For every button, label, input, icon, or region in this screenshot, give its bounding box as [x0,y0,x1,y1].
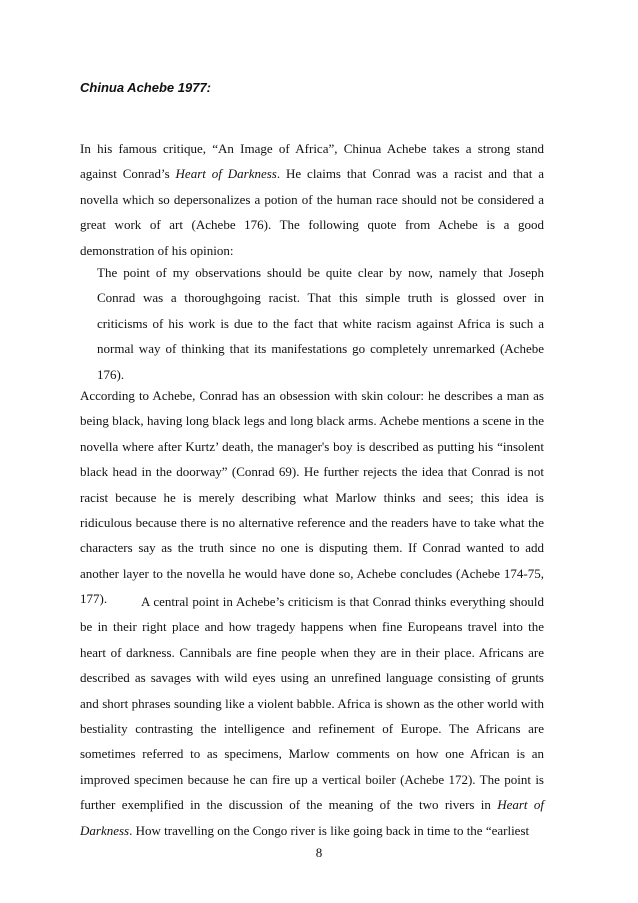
book-title: Heart of Darkness [175,166,277,182]
book-title: Heart of Darkness [80,797,544,838]
section-heading: Chinua Achebe 1977: [80,80,212,95]
paragraph-intro-text-1: In his famous critique, “An Image of Africa”, Chinua Achebe takes a strong stand against Conrad’s [80,141,544,182]
paragraph-intro [80,136,544,263]
paragraph-central-point [80,589,544,843]
paragraph-skin-colour: According to Achebe, Conrad has an obsession with skin colour: he describes a man as being black, having long black legs and long black arms. Achebe mentions a scene in the novella where after Kurtz’ death, the manager's boy is described as putting his “insolent black head in the doorway” (Conrad 69). He further rejects the idea that Conrad is not racist because he is merely describing what Marlow thinks and sees; this idea is ridiculous because there is no alternative reference and the readers have to take what the characters say as the truth since no one is disputing them. If Conrad wanted to add another layer to the novella he would have done so, Achebe concludes (Achebe 174-75, 177). [80,388,544,607]
block-quote: The point of my observations should be quite clear by now, namely that Joseph Conrad was a thoroughgoing racist. That this simple truth is glossed over in criticisms of his work is due to the fact that white racism against Africa is such a normal way of thinking that its manifestations go completely unremarked (Achebe 176). [97,265,544,382]
page-number: 8 [315,845,323,860]
paragraph-central-point-text-1: A central point in Achebe’s criticism is that Conrad thinks everything should be in their right place and how tragedy happens when fine Europeans travel into the heart of darkness. Cannibals are fine people when they are in their place. Africans are described as savages with wild eyes using an unrefined language consisting of grunts and short phrases sounding like a violent babble. Africa is shown as the other world with bestiality contrasting the intelligence and refinement of Europe. The Africans are sometimes referred to as specimens, Marlow comments on how one African is an improved specimen because he can fire up a vertical boiler (Achebe 172). The point is further exemplified in the discussion of the meaning of the two rivers in [80,594,544,813]
paragraph-intro-text-2: . He claims that Conrad was a racist and that a novella which so depersonalizes a potion of the human race should not be considered a great work of art (Achebe 176). The following quote from Achebe is a good demonstration of his opinion: [80,166,545,258]
paragraph-central-point-text-2: . How travelling on the Congo river is like going back in time to the “earliest [129,822,530,838]
